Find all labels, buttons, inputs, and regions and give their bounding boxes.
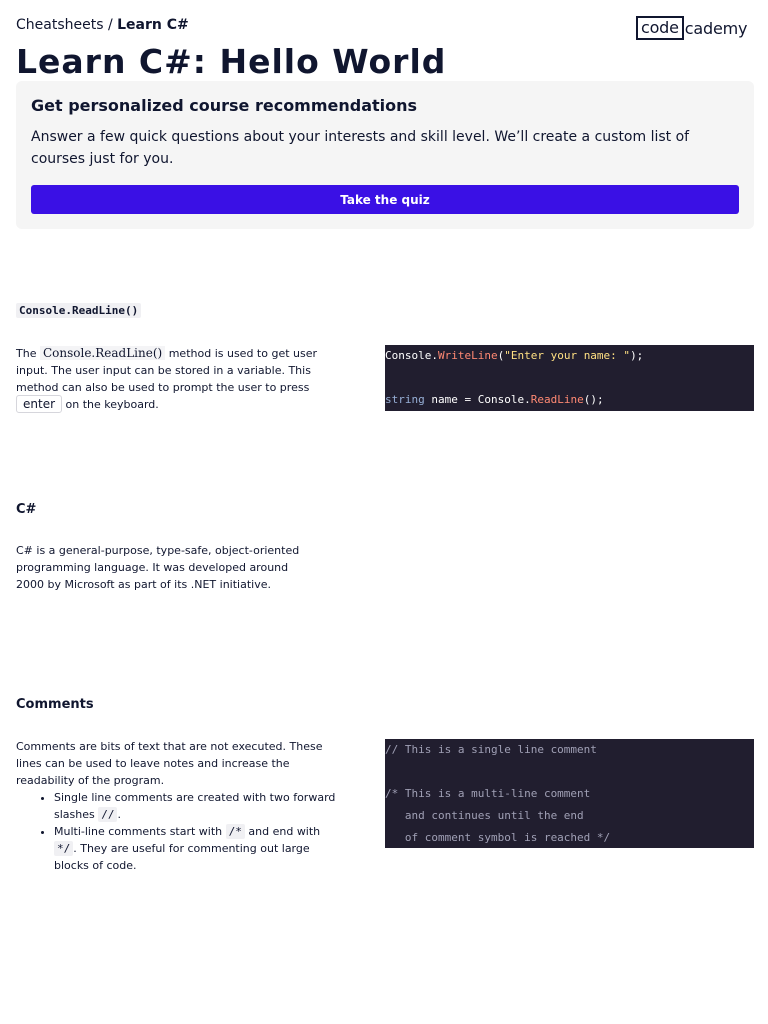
bullet-text: Multi-line comments start with — [54, 825, 226, 838]
list-item — [54, 789, 336, 823]
code-token: (); — [583, 393, 604, 406]
code-token: string — [385, 393, 425, 406]
code-token: WriteLine — [437, 349, 498, 362]
breadcrumb — [16, 17, 189, 33]
enter-key: enter — [16, 395, 62, 413]
comments-list — [16, 789, 336, 874]
bullet-text: Single line comments are created with two forward slashes — [54, 791, 336, 821]
code-token: "Enter your name: " — [504, 349, 631, 362]
readline-description — [16, 345, 336, 413]
code-token: Console. — [385, 349, 438, 362]
codecademy-logo[interactable] — [636, 16, 747, 40]
code-line-3: /* This is a multi-line comment — [385, 787, 591, 800]
readline-inline-code: Console.ReadLine() — [40, 346, 165, 360]
inline-code: */ — [54, 841, 73, 856]
readline-text-2: method is used to get user input. The user input can be stored in a variable. This method can also be used to prompt the user to press — [16, 347, 318, 394]
readline-text-1: The — [16, 347, 40, 360]
logo-text: cademy — [684, 18, 748, 38]
list-item — [54, 823, 336, 874]
code-token: ); — [630, 349, 644, 362]
take-quiz-button[interactable]: Take the quiz — [31, 185, 739, 214]
page-title: Learn C#: Hello World — [16, 42, 447, 81]
breadcrumb-separator: / — [103, 17, 118, 33]
code-line-4: and continues until the end — [385, 809, 584, 822]
bullet-text: . — [117, 808, 121, 821]
bullet-text: and end with — [244, 825, 321, 838]
code-token: ( — [497, 349, 505, 362]
readline-text-3: on the keyboard. — [62, 398, 159, 411]
comments-text: Comments are bits of text that are not executed. These lines can be used to leave notes and increase the readability of the program. — [16, 740, 323, 787]
comments-description — [16, 738, 336, 874]
code-token: ReadLine — [530, 393, 584, 406]
breadcrumb-current: Learn C# — [117, 17, 189, 33]
recommendation-card — [16, 81, 754, 229]
comments-heading: Comments — [16, 697, 94, 712]
inline-code: // — [98, 807, 117, 822]
bullet-text: . They are useful for commenting out large blocks of code. — [54, 842, 310, 872]
code-line-1 — [385, 349, 643, 362]
csharp-description: C# is a general-purpose, type-safe, object-oriented programming language. It was developed around 2000 by Microsoft as part of its .NET initiative. — [16, 544, 300, 591]
promo-body: Answer a few quick questions about your interests and skill level. We’ll create a custom list of courses just for you. — [31, 129, 690, 167]
csharp-heading: C# — [16, 502, 37, 517]
promo-heading: Get personalized course recommendations — [31, 96, 418, 115]
comments-code-block — [385, 739, 754, 848]
code-token: name = Console. — [424, 393, 531, 406]
readline-label-code: Console.ReadLine() — [16, 303, 141, 318]
readline-code-block — [385, 345, 754, 411]
breadcrumb-link-cheatsheets[interactable]: Cheatsheets — [16, 17, 104, 33]
logo-box-text: code — [636, 16, 684, 40]
code-line-5: of comment symbol is reached */ — [385, 831, 611, 844]
readline-section-label — [16, 304, 141, 317]
code-line-1: // This is a single line comment — [385, 743, 597, 756]
code-line-3 — [385, 393, 604, 406]
inline-code: /* — [226, 824, 245, 839]
